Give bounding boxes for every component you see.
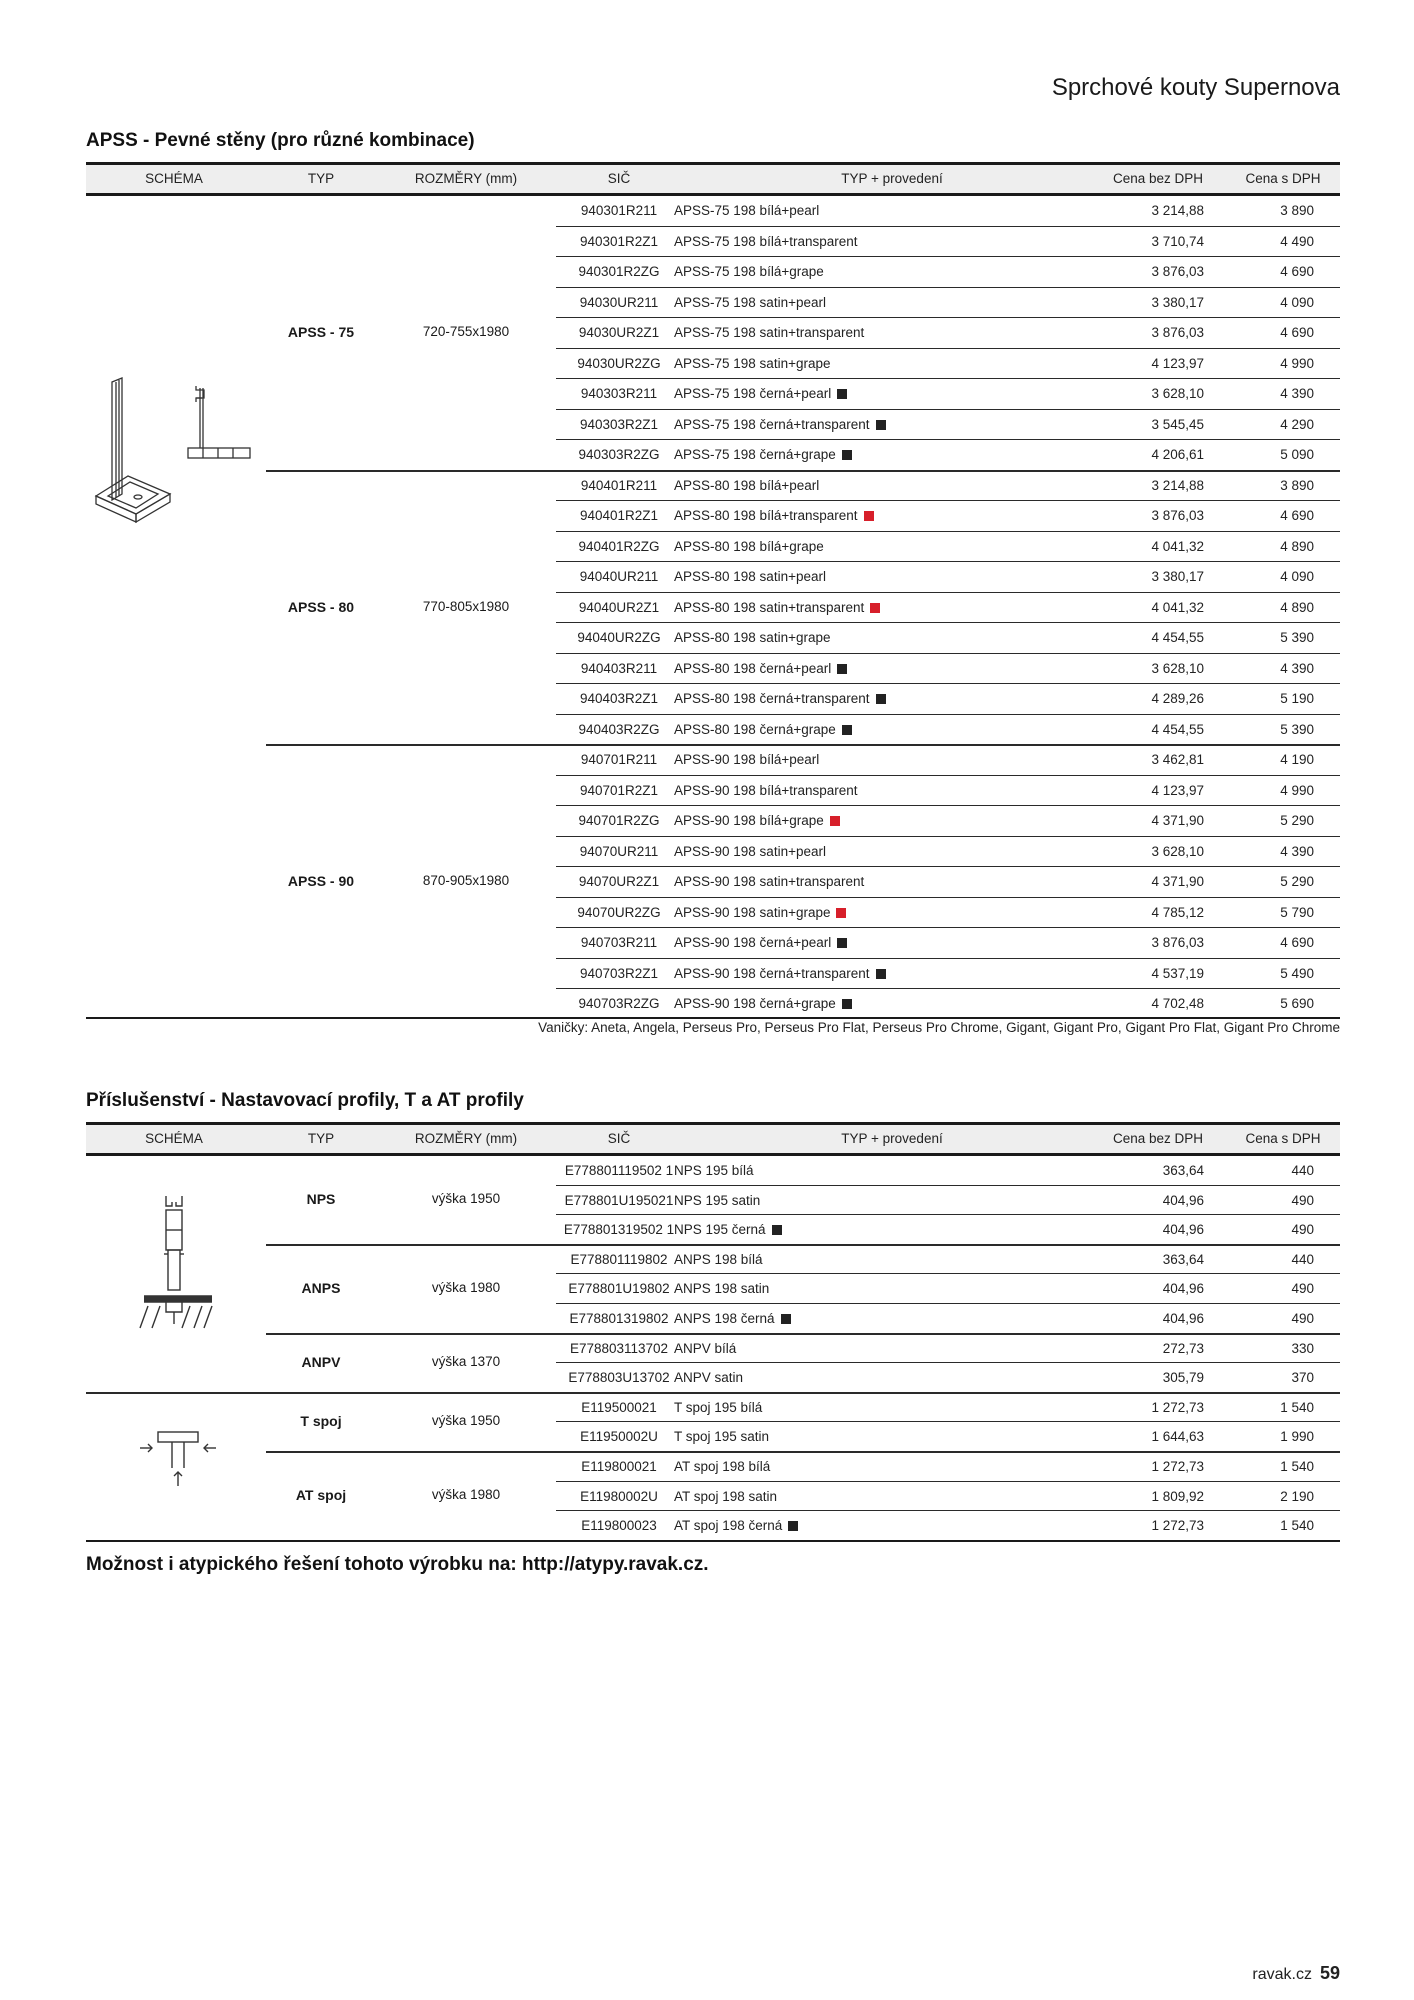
product-description-text: APSS-75 198 satin+pearl xyxy=(674,294,826,310)
product-code: E778801319502 1 xyxy=(563,1222,675,1238)
price-with-vat: 4 690 xyxy=(1280,325,1314,340)
price-with-vat: 5 790 xyxy=(1280,904,1314,920)
section1-table xyxy=(86,162,1340,1019)
product-code: 940303R211 xyxy=(580,386,658,401)
table-row xyxy=(86,562,1340,593)
product-code: E11980002U xyxy=(580,1488,658,1504)
product-description xyxy=(674,1281,769,1296)
dimensions-label: výška 1980 xyxy=(431,1487,501,1503)
product-description xyxy=(674,996,852,1011)
price-without-vat: 363,64 xyxy=(1162,1163,1204,1178)
product-description xyxy=(674,264,824,279)
section2-table-header xyxy=(86,1122,1340,1156)
black-square-icon xyxy=(788,1521,798,1531)
table-row xyxy=(86,379,1340,410)
product-code: 940701R2ZG xyxy=(578,813,660,828)
table-row xyxy=(86,532,1340,563)
price-without-vat: 404,96 xyxy=(1162,1222,1204,1238)
price-without-vat: 3 876,03 xyxy=(1151,264,1204,279)
price-without-vat: 4 041,32 xyxy=(1151,538,1204,554)
footer-site[interactable]: ravak.cz xyxy=(1252,1966,1312,1983)
product-description xyxy=(674,569,826,584)
product-code: E778801U195021 xyxy=(564,1192,674,1208)
price-with-vat: 1 540 xyxy=(1280,1459,1314,1474)
table-row xyxy=(86,928,1340,959)
product-description xyxy=(674,844,826,859)
price-without-vat: 4 537,19 xyxy=(1151,965,1204,981)
product-description xyxy=(674,539,824,554)
product-code: E119800023 xyxy=(581,1518,657,1534)
product-description xyxy=(674,508,874,523)
product-description-text: ANPS 198 satin xyxy=(674,1281,770,1297)
product-code: 94040UR2Z1 xyxy=(578,599,660,615)
product-description-text: APSS-90 198 bílá+transparent xyxy=(674,782,858,798)
price-with-vat: 4 690 xyxy=(1280,508,1314,523)
product-code: E119500021 xyxy=(581,1399,657,1415)
price-without-vat: 1 809,92 xyxy=(1151,1488,1204,1504)
table-row xyxy=(86,196,1340,227)
price-with-vat: 5 290 xyxy=(1280,874,1314,889)
product-description-text: APSS-90 198 satin+pearl xyxy=(674,843,826,859)
price-with-vat: 3 890 xyxy=(1280,203,1314,218)
table-row xyxy=(86,1215,1340,1245)
price-with-vat: 440 xyxy=(1291,1251,1314,1267)
product-description xyxy=(674,630,830,645)
price-without-vat: 4 289,26 xyxy=(1151,691,1204,706)
product-code: 940301R211 xyxy=(580,203,658,218)
product-code: 940301R2Z1 xyxy=(579,233,659,249)
product-description xyxy=(674,813,840,828)
table-row xyxy=(86,776,1340,807)
price-with-vat: 1 540 xyxy=(1280,1518,1314,1534)
dimensions-label: výška 1950 xyxy=(431,1191,501,1207)
product-description xyxy=(674,234,858,249)
section1-table-header xyxy=(86,162,1340,196)
price-with-vat: 5 390 xyxy=(1280,721,1314,737)
price-with-vat: 4 490 xyxy=(1280,233,1314,249)
price-with-vat: 330 xyxy=(1291,1340,1314,1356)
price-with-vat: 4 690 xyxy=(1280,264,1314,279)
page-footer xyxy=(1252,1963,1340,1984)
red-square-icon xyxy=(870,603,880,613)
price-without-vat: 404,96 xyxy=(1162,1281,1204,1297)
product-description xyxy=(674,752,819,767)
black-square-icon xyxy=(772,1225,782,1235)
price-with-vat: 4 990 xyxy=(1280,782,1314,798)
price-without-vat: 4 041,32 xyxy=(1151,599,1204,615)
black-square-icon xyxy=(837,664,847,674)
price-without-vat: 4 123,97 xyxy=(1151,355,1204,371)
product-description xyxy=(674,874,864,889)
price-without-vat: 1 272,73 xyxy=(1151,1399,1204,1415)
price-with-vat: 5 090 xyxy=(1280,447,1314,462)
product-type-label: T spoj xyxy=(300,1413,342,1430)
product-description xyxy=(674,661,847,676)
price-with-vat: 3 890 xyxy=(1280,477,1314,493)
price-without-vat: 3 628,10 xyxy=(1151,386,1204,401)
price-with-vat: 1 540 xyxy=(1280,1399,1314,1415)
product-description xyxy=(674,203,819,218)
price-without-vat: 3 380,17 xyxy=(1151,294,1204,310)
product-description-text: APSS-80 198 bílá+pearl xyxy=(674,477,820,493)
price-with-vat: 4 690 xyxy=(1280,935,1314,950)
product-description-text: APSS-75 198 bílá+pearl xyxy=(674,203,820,218)
product-description-text: NPS 195 bílá xyxy=(674,1163,754,1178)
product-code: E778801U19802 xyxy=(568,1281,670,1297)
header-code: SIČ xyxy=(607,171,631,186)
header-desc: TYP + provedení xyxy=(841,171,943,186)
price-without-vat: 4 454,55 xyxy=(1151,721,1204,737)
product-description-text: NPS 195 černá xyxy=(674,1222,766,1238)
black-square-icon xyxy=(842,450,852,460)
table-row xyxy=(86,684,1340,715)
product-description-text: APSS-80 198 bílá+transparent xyxy=(674,508,858,523)
price-without-vat: 3 214,88 xyxy=(1151,203,1204,218)
price-without-vat: 1 272,73 xyxy=(1151,1459,1204,1474)
black-square-icon xyxy=(781,1314,791,1324)
product-description-text: APSS-80 198 bílá+grape xyxy=(674,538,824,554)
section1-title: APSS - Pevné stěny (pro různé kombinace) xyxy=(86,130,475,151)
product-code: E119800021 xyxy=(581,1459,657,1474)
product-code: 940303R2Z1 xyxy=(579,416,659,432)
product-description-text: APSS-90 198 černá+transparent xyxy=(674,965,870,981)
product-description xyxy=(674,356,830,371)
table-row xyxy=(86,257,1340,288)
header-type: TYP xyxy=(307,171,335,186)
price-without-vat: 3 710,74 xyxy=(1151,233,1204,249)
section2-title: Příslušenství - Nastavovací profily, T a AT profily xyxy=(86,1090,524,1111)
product-code: E778803113702 xyxy=(569,1340,669,1356)
product-description-text: APSS-80 198 černá+transparent xyxy=(674,691,870,706)
price-without-vat: 404,96 xyxy=(1162,1311,1204,1326)
price-without-vat: 305,79 xyxy=(1162,1370,1204,1386)
price-without-vat: 3 876,03 xyxy=(1151,325,1204,340)
table-row xyxy=(86,1245,1340,1275)
product-description-text: AT spoj 198 satin xyxy=(674,1488,778,1504)
product-code: 940401R211 xyxy=(580,477,658,493)
product-description xyxy=(674,935,847,950)
product-code: 940303R2ZG xyxy=(578,447,660,462)
product-description-text: APSS-90 198 bílá+grape xyxy=(674,813,824,828)
product-code: 940703R2ZG xyxy=(578,996,660,1011)
header-code: SIČ xyxy=(607,1131,631,1146)
product-code: 94070UR211 xyxy=(579,843,659,859)
product-code: 940301R2ZG xyxy=(578,264,660,279)
product-code: 94070UR2Z1 xyxy=(578,874,660,889)
price-with-vat: 4 390 xyxy=(1280,843,1314,859)
price-with-vat: 5 190 xyxy=(1280,691,1314,706)
price-without-vat: 4 123,97 xyxy=(1151,782,1204,798)
header-dims: ROZMĚRY (mm) xyxy=(414,1131,518,1146)
price-with-vat: 2 190 xyxy=(1280,1488,1314,1504)
black-square-icon xyxy=(842,999,852,1009)
price-without-vat: 3 462,81 xyxy=(1151,752,1204,767)
table-row xyxy=(86,1156,1340,1186)
product-description xyxy=(674,417,886,432)
product-code: 940403R2Z1 xyxy=(579,691,659,706)
section2-table xyxy=(86,1122,1340,1542)
product-description xyxy=(674,478,819,493)
product-code: 94040UR211 xyxy=(579,569,659,584)
product-code: 940401R2ZG xyxy=(578,538,660,554)
black-square-icon xyxy=(842,725,852,735)
dimensions-label: 870-905x1980 xyxy=(422,873,510,889)
product-code: 940403R211 xyxy=(580,660,658,676)
header-price-ex: Cena bez DPH xyxy=(1112,1131,1204,1146)
price-with-vat: 4 390 xyxy=(1280,660,1314,676)
product-description xyxy=(674,1429,769,1444)
product-description-text: APSS-75 198 bílá+transparent xyxy=(674,233,858,249)
table-row xyxy=(86,654,1340,685)
product-code: 940701R2Z1 xyxy=(579,782,659,798)
dimensions-label: 720-755x1980 xyxy=(422,324,510,340)
product-description xyxy=(674,691,886,706)
price-without-vat: 272,73 xyxy=(1162,1340,1204,1356)
product-description-text: APSS-90 198 černá+grape xyxy=(674,996,836,1011)
price-without-vat: 3 545,45 xyxy=(1151,416,1204,432)
custom-solution-note: Možnost i atypického řešení tohoto výrobku na: http://atypy.ravak.cz. xyxy=(86,1554,709,1575)
black-square-icon xyxy=(876,969,886,979)
product-description xyxy=(674,600,880,615)
product-description-text: ANPV satin xyxy=(674,1370,744,1386)
product-description-text: APSS-80 198 černá+grape xyxy=(674,721,836,737)
header-schema: SCHÉMA xyxy=(145,171,203,186)
price-without-vat: 3 628,10 xyxy=(1151,660,1204,676)
table-row xyxy=(86,898,1340,929)
price-without-vat: 1 272,73 xyxy=(1151,1518,1204,1534)
header-desc: TYP + provedení xyxy=(841,1131,943,1146)
product-type-label: ANPS xyxy=(301,1280,341,1297)
table-row xyxy=(86,745,1340,776)
product-description-text: ANPS 198 černá xyxy=(674,1311,775,1326)
table-row xyxy=(86,501,1340,532)
product-code: 940403R2ZG xyxy=(578,721,660,737)
product-description-text: T spoj 195 satin xyxy=(674,1429,770,1445)
product-code: 940401R2Z1 xyxy=(579,508,659,523)
product-code: 940703R2Z1 xyxy=(579,965,659,981)
product-code: E11950002U xyxy=(580,1429,658,1445)
trays-note: Vaničky: Aneta, Angela, Perseus Pro, Perseus Pro Flat, Perseus Pro Chrome, Gigant, Gigant Pro, Gigant Pro Flat, Gigant Pro Chrome xyxy=(538,1020,1340,1035)
table-row xyxy=(86,715,1340,746)
price-without-vat: 4 371,90 xyxy=(1151,813,1204,828)
price-with-vat: 490 xyxy=(1291,1311,1314,1326)
product-code: E778801119502 1 xyxy=(564,1163,674,1178)
section1-table-body xyxy=(86,196,1340,1019)
product-description xyxy=(674,1400,762,1415)
product-description xyxy=(674,722,852,737)
product-code: 940703R211 xyxy=(580,935,658,950)
product-description xyxy=(674,1311,791,1326)
product-code: E778801119802 xyxy=(570,1251,668,1267)
price-without-vat: 3 876,03 xyxy=(1151,935,1204,950)
product-description-text: AT spoj 198 černá xyxy=(674,1518,783,1534)
product-description-text: ANPV bílá xyxy=(674,1340,737,1356)
product-code: 94030UR2Z1 xyxy=(578,325,660,340)
table-row xyxy=(86,1452,1340,1482)
price-without-vat: 4 785,12 xyxy=(1151,904,1204,920)
price-with-vat: 4 090 xyxy=(1280,294,1314,310)
product-type-label: ANPV xyxy=(301,1354,341,1371)
black-square-icon xyxy=(837,389,847,399)
price-with-vat: 5 390 xyxy=(1280,630,1314,645)
table-row xyxy=(86,959,1340,990)
price-with-vat: 4 390 xyxy=(1280,386,1314,401)
product-code: 94030UR2ZG xyxy=(577,355,661,371)
price-with-vat: 5 690 xyxy=(1280,996,1314,1011)
product-description-text: ANPS 198 bílá xyxy=(674,1251,763,1267)
product-description xyxy=(674,447,852,462)
price-with-vat: 4 890 xyxy=(1280,599,1314,615)
product-code: 94070UR2ZG xyxy=(577,904,661,920)
product-description-text: APSS-80 198 satin+grape xyxy=(674,630,831,645)
black-square-icon xyxy=(837,938,847,948)
price-with-vat: 370 xyxy=(1291,1370,1314,1386)
product-description xyxy=(674,1370,743,1385)
product-description-text: APSS-90 198 satin+grape xyxy=(674,904,831,920)
dimensions-label: výška 1370 xyxy=(431,1354,501,1370)
price-with-vat: 490 xyxy=(1291,1281,1314,1297)
table-row xyxy=(86,349,1340,380)
red-square-icon xyxy=(836,908,846,918)
black-square-icon xyxy=(876,694,886,704)
table-row xyxy=(86,1511,1340,1541)
price-without-vat: 4 702,48 xyxy=(1151,996,1204,1011)
product-description-text: APSS-80 198 satin+pearl xyxy=(674,569,826,584)
header-price-inc: Cena s DPH xyxy=(1245,171,1321,186)
product-description-text: T spoj 195 bílá xyxy=(674,1399,763,1415)
product-code: E778801319802 xyxy=(569,1311,669,1326)
price-without-vat: 4 206,61 xyxy=(1151,447,1204,462)
price-without-vat: 4 371,90 xyxy=(1151,874,1204,889)
header-dims: ROZMĚRY (mm) xyxy=(414,171,518,186)
price-with-vat: 1 990 xyxy=(1280,1429,1314,1445)
header-schema: SCHÉMA xyxy=(145,1131,203,1146)
product-description-text: APSS-90 198 satin+transparent xyxy=(674,874,865,889)
price-with-vat: 4 090 xyxy=(1280,569,1314,584)
table-row xyxy=(86,410,1340,441)
product-description xyxy=(674,386,847,401)
product-description-text: APSS-80 198 satin+transparent xyxy=(674,599,865,615)
product-code: 940701R211 xyxy=(580,752,658,767)
product-description-text: NPS 195 satin xyxy=(674,1192,761,1208)
product-description-text: APSS-90 198 bílá+pearl xyxy=(674,752,820,767)
price-with-vat: 4 190 xyxy=(1280,752,1314,767)
header-price-ex: Cena bez DPH xyxy=(1112,171,1204,186)
product-description xyxy=(674,1489,777,1504)
table-row xyxy=(86,440,1340,471)
product-code: 94040UR2ZG xyxy=(577,630,661,645)
product-description-text: APSS-80 198 černá+pearl xyxy=(674,660,832,676)
price-with-vat: 4 990 xyxy=(1280,355,1314,371)
table-row xyxy=(86,288,1340,319)
product-type-label: APSS - 90 xyxy=(287,873,355,890)
product-description xyxy=(674,1341,736,1356)
price-with-vat: 4 890 xyxy=(1280,538,1314,554)
product-description-text: APSS-75 198 černá+pearl xyxy=(674,386,832,401)
price-without-vat: 3 876,03 xyxy=(1151,508,1204,523)
table-row xyxy=(86,989,1340,1020)
product-description xyxy=(674,783,858,798)
table-row xyxy=(86,837,1340,868)
product-description xyxy=(674,1163,754,1178)
page-number: 59 xyxy=(1319,1963,1340,1983)
product-description xyxy=(674,1222,782,1237)
table-row xyxy=(86,1304,1340,1334)
table-row xyxy=(86,806,1340,837)
header-type: TYP xyxy=(307,1131,335,1146)
red-square-icon xyxy=(830,816,840,826)
product-description-text: APSS-90 198 černá+pearl xyxy=(674,935,832,950)
product-description-text: APSS-75 198 černá+grape xyxy=(674,447,836,462)
product-description xyxy=(674,905,846,920)
price-without-vat: 3 214,88 xyxy=(1151,477,1204,493)
product-description xyxy=(674,1193,760,1208)
product-description xyxy=(674,325,864,340)
price-without-vat: 3 628,10 xyxy=(1151,843,1204,859)
product-description-text: APSS-75 198 bílá+grape xyxy=(674,264,824,279)
product-description xyxy=(674,1518,798,1533)
page-title: Sprchové kouty Supernova xyxy=(1051,74,1340,101)
price-with-vat: 440 xyxy=(1291,1163,1314,1178)
price-without-vat: 363,64 xyxy=(1162,1251,1204,1267)
product-code: 94030UR211 xyxy=(579,294,659,310)
product-description xyxy=(674,295,826,310)
dimensions-label: 770-805x1980 xyxy=(422,598,510,614)
price-without-vat: 404,96 xyxy=(1162,1192,1204,1208)
product-type-label: AT spoj xyxy=(295,1487,347,1504)
price-with-vat: 490 xyxy=(1291,1192,1314,1208)
price-with-vat: 5 490 xyxy=(1280,965,1314,981)
table-row xyxy=(86,471,1340,502)
product-description-text: APSS-75 198 satin+grape xyxy=(674,355,831,371)
header-price-inc: Cena s DPH xyxy=(1245,1131,1321,1146)
table-row xyxy=(86,227,1340,258)
section2-table-body xyxy=(86,1156,1340,1542)
product-type-label: APSS - 75 xyxy=(287,324,355,341)
dimensions-label: výška 1980 xyxy=(431,1280,501,1296)
product-type-label: NPS xyxy=(306,1191,336,1208)
table-row xyxy=(86,623,1340,654)
price-without-vat: 4 454,55 xyxy=(1151,630,1204,645)
product-code: E778803U13702 xyxy=(568,1370,670,1386)
price-with-vat: 5 290 xyxy=(1280,813,1314,828)
product-type-label: APSS - 80 xyxy=(287,598,355,615)
price-with-vat: 4 290 xyxy=(1280,416,1314,432)
product-description xyxy=(674,966,886,981)
price-without-vat: 3 380,17 xyxy=(1151,569,1204,584)
dimensions-label: výška 1950 xyxy=(431,1413,501,1429)
black-square-icon xyxy=(876,420,886,430)
product-description-text: APSS-75 198 satin+transparent xyxy=(674,325,865,340)
price-without-vat: 1 644,63 xyxy=(1151,1429,1204,1445)
price-with-vat: 490 xyxy=(1291,1222,1314,1238)
red-square-icon xyxy=(864,511,874,521)
product-description-text: APSS-75 198 černá+transparent xyxy=(674,416,870,432)
product-description xyxy=(674,1252,763,1267)
product-description-text: AT spoj 198 bílá xyxy=(674,1459,771,1474)
product-description xyxy=(674,1459,770,1474)
